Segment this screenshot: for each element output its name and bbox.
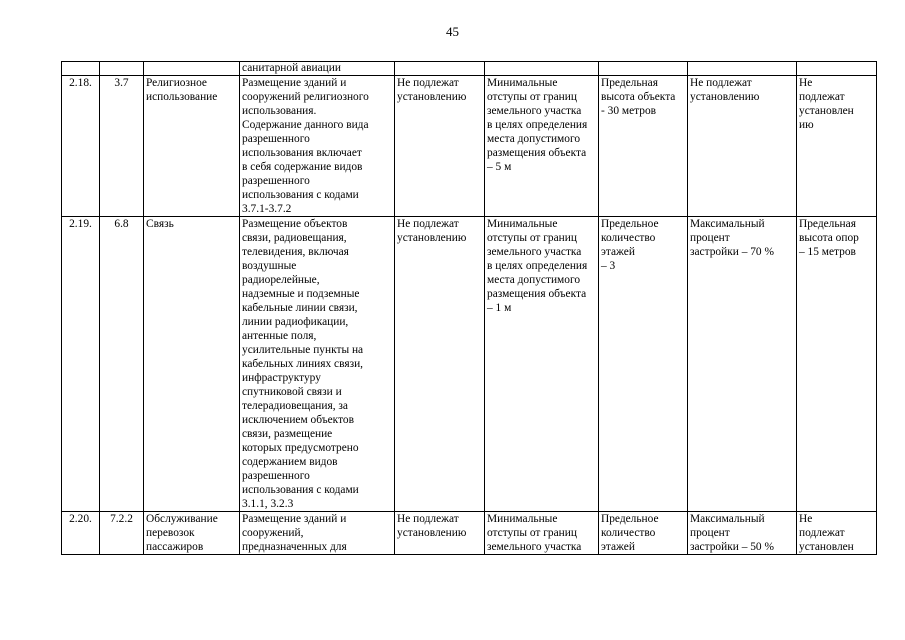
text-line: предназначенных для bbox=[242, 541, 347, 553]
text-line: высота опор bbox=[799, 232, 859, 244]
text-line: ию bbox=[799, 119, 814, 131]
cell-height bbox=[599, 62, 688, 76]
text-line: места допустимого bbox=[487, 133, 581, 145]
text-line: процент bbox=[690, 527, 730, 539]
text-line: которых предусмотрено bbox=[242, 442, 359, 454]
text-line: застройки – 50 % bbox=[690, 541, 774, 553]
text-line: Минимальные bbox=[487, 513, 558, 525]
land-use-table bbox=[61, 61, 877, 555]
cell-area bbox=[395, 217, 485, 512]
text-line: Максимальный bbox=[690, 513, 765, 525]
continuation-row bbox=[62, 62, 877, 76]
text-line: - 30 метров bbox=[601, 105, 657, 117]
cell-height bbox=[599, 76, 688, 217]
text-line: использования с кодами bbox=[242, 484, 359, 496]
cell-setback bbox=[485, 76, 599, 217]
text-line: подлежат bbox=[799, 527, 845, 539]
cell-area bbox=[395, 512, 485, 555]
text-line: кабельных линиях связи, bbox=[242, 358, 364, 370]
text-line: этажей bbox=[601, 246, 635, 258]
text-line: Содержание данного вида bbox=[242, 119, 369, 131]
text-line: установлению bbox=[397, 527, 467, 539]
text-line: линии радиофикации, bbox=[242, 316, 349, 328]
cell-num: 2.20. bbox=[62, 512, 100, 555]
cell-area bbox=[395, 62, 485, 76]
text-line: Максимальный bbox=[690, 218, 765, 230]
text-line: разрешенного bbox=[242, 175, 310, 187]
cell-code: 6.8 bbox=[100, 217, 144, 512]
text-line: антенные поля, bbox=[242, 330, 317, 342]
cell-height bbox=[599, 512, 688, 555]
table-row bbox=[62, 512, 877, 555]
cell-num: 2.19. bbox=[62, 217, 100, 512]
text-line: высота объекта bbox=[601, 91, 676, 103]
cell-other bbox=[797, 512, 877, 555]
cell-description: санитарной авиации bbox=[240, 62, 395, 76]
cell-setback bbox=[485, 217, 599, 512]
text-line: Предельное bbox=[601, 218, 659, 230]
cell-code: 3.7 bbox=[100, 76, 144, 217]
cell-code bbox=[100, 62, 144, 76]
text-line: земельного участка bbox=[487, 105, 582, 117]
table-row bbox=[62, 76, 877, 217]
text-line: 3.1.1, 3.2.3 bbox=[242, 498, 294, 510]
cell-area bbox=[395, 76, 485, 217]
text-line: установлен bbox=[799, 105, 854, 117]
text-line: Минимальные bbox=[487, 218, 558, 230]
text-line: связи, радиовещания, bbox=[242, 232, 347, 244]
text-line: воздушные bbox=[242, 260, 297, 272]
text-line: количество bbox=[601, 527, 656, 539]
text-line: инфраструктуру bbox=[242, 372, 321, 384]
text-line: Предельная bbox=[601, 77, 658, 89]
text-line: кабельные линии связи, bbox=[242, 302, 358, 314]
text-line: Не подлежат bbox=[397, 218, 459, 230]
text-line: исключением объектов bbox=[242, 414, 354, 426]
text-line: Минимальные bbox=[487, 77, 558, 89]
text-line: отступы от границ bbox=[487, 91, 577, 103]
cell-coverage bbox=[688, 512, 797, 555]
text-line: Предельная bbox=[799, 218, 856, 230]
text-line: – 1 м bbox=[487, 302, 512, 314]
text-line: места допустимого bbox=[487, 274, 581, 286]
cell-num bbox=[62, 62, 100, 76]
cell-setback bbox=[485, 512, 599, 555]
text-line: отступы от границ bbox=[487, 527, 577, 539]
cell-name bbox=[144, 62, 240, 76]
text-line: использования. bbox=[242, 105, 317, 117]
text-line: Связь bbox=[146, 218, 174, 230]
text-line: в себя содержание видов bbox=[242, 161, 363, 173]
text-line: Предельное bbox=[601, 513, 659, 525]
text-line: земельного участка bbox=[487, 246, 582, 258]
text-line: связи, размещение bbox=[242, 428, 333, 440]
text-line: разрешенного bbox=[242, 470, 310, 482]
text-line: Размещение объектов bbox=[242, 218, 348, 230]
text-line: в целях определения bbox=[487, 260, 588, 272]
text-line: 3.7.1-3.7.2 bbox=[242, 203, 292, 215]
text-line: застройки – 70 % bbox=[690, 246, 774, 258]
cell-name bbox=[144, 512, 240, 555]
text-line: сооружений религиозного bbox=[242, 91, 369, 103]
text-line: использования включает bbox=[242, 147, 362, 159]
text-line: Не bbox=[799, 513, 813, 525]
text-line: надземные и подземные bbox=[242, 288, 360, 300]
text-line: Не подлежат bbox=[397, 77, 459, 89]
text-line: Размещение зданий и bbox=[242, 513, 347, 525]
text-line: Не подлежат bbox=[690, 77, 752, 89]
cell-coverage bbox=[688, 76, 797, 217]
text-line: размещения объекта bbox=[487, 147, 587, 159]
text-line: этажей bbox=[601, 541, 635, 553]
cell-description bbox=[240, 512, 395, 555]
text-line: подлежат bbox=[799, 91, 845, 103]
text-line: отступы от границ bbox=[487, 232, 577, 244]
cell-coverage bbox=[688, 62, 797, 76]
text-line: процент bbox=[690, 232, 730, 244]
text-line: перевозок bbox=[146, 527, 195, 539]
text-line: установлению bbox=[397, 91, 467, 103]
cell-name bbox=[144, 76, 240, 217]
cell-coverage bbox=[688, 217, 797, 512]
text-line: Размещение зданий и bbox=[242, 77, 347, 89]
text-line: – 15 метров bbox=[799, 246, 856, 258]
text-line: использования с кодами bbox=[242, 189, 359, 201]
text-line: радиорелейные, bbox=[242, 274, 320, 286]
cell-other bbox=[797, 62, 877, 76]
text-line: содержанием видов bbox=[242, 456, 338, 468]
text-line: сооружений, bbox=[242, 527, 304, 539]
text-line: – 3 bbox=[601, 260, 616, 272]
text-line: усилительные пункты на bbox=[242, 344, 364, 356]
text-line: установлению bbox=[690, 91, 760, 103]
cell-setback bbox=[485, 62, 599, 76]
text-line: количество bbox=[601, 232, 656, 244]
text-line: Религиозное bbox=[146, 77, 207, 89]
text-line: использование bbox=[146, 91, 218, 103]
text-line: Не bbox=[799, 77, 813, 89]
cell-name bbox=[144, 217, 240, 512]
text-line: телевидения, включая bbox=[242, 246, 349, 258]
text-line: телерадиовещания, за bbox=[242, 400, 348, 412]
cell-code: 7.2.2 bbox=[100, 512, 144, 555]
cell-other bbox=[797, 76, 877, 217]
table-row bbox=[62, 217, 877, 512]
text-line: размещения объекта bbox=[487, 288, 587, 300]
text-line: Обслуживание bbox=[146, 513, 218, 525]
text-line: в целях определения bbox=[487, 119, 588, 131]
text-line: разрешенного bbox=[242, 133, 310, 145]
text-line: – 5 м bbox=[487, 161, 512, 173]
text-line: спутниковой связи и bbox=[242, 386, 342, 398]
cell-num: 2.18. bbox=[62, 76, 100, 217]
cell-description bbox=[240, 217, 395, 512]
cell-other bbox=[797, 217, 877, 512]
text-line: пассажиров bbox=[146, 541, 204, 553]
cell-height bbox=[599, 217, 688, 512]
page-number: 45 bbox=[446, 24, 459, 39]
cell-description bbox=[240, 76, 395, 217]
text-line: Не подлежат bbox=[397, 513, 459, 525]
text-line: установлен bbox=[799, 541, 854, 553]
text-line: установлению bbox=[397, 232, 467, 244]
text-line: земельного участка bbox=[487, 541, 582, 553]
